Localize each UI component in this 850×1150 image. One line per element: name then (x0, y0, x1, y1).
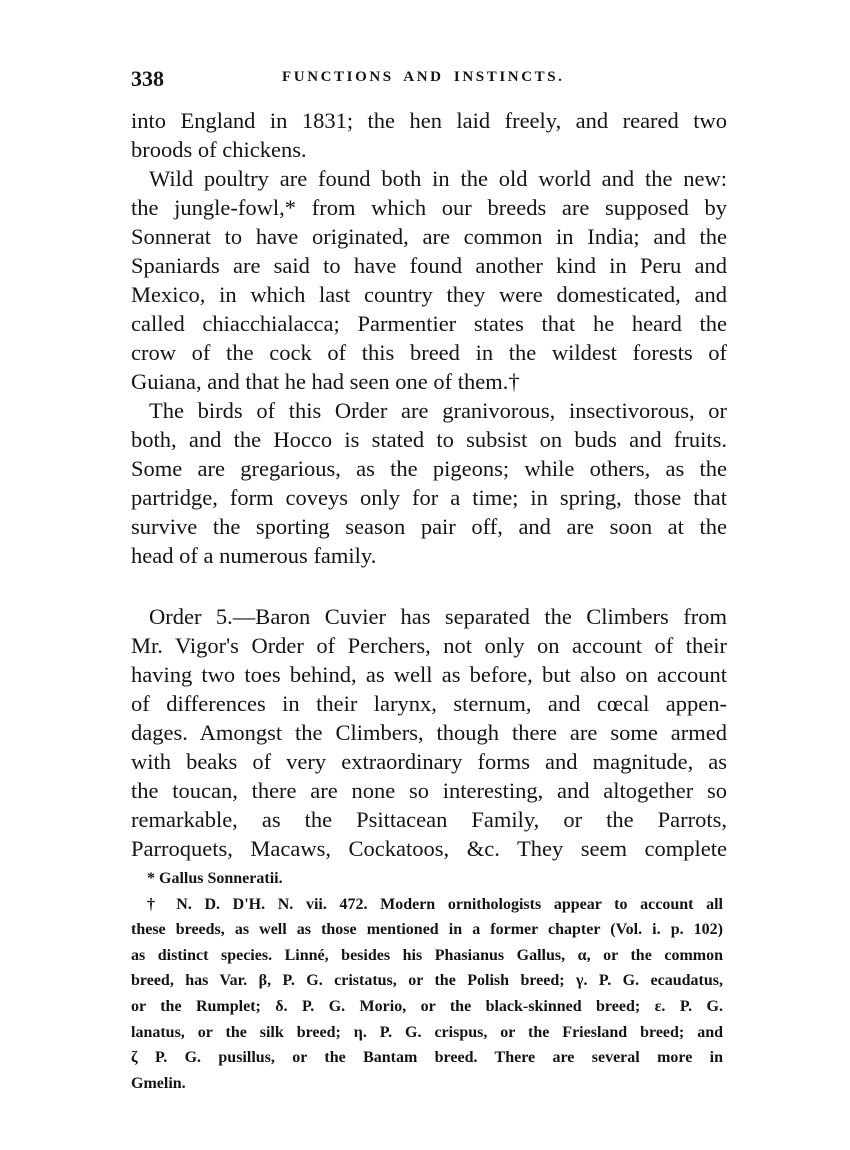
paragraph-gap (131, 570, 727, 602)
body-line: the toucan, there are none so interesting, and altogether so (131, 778, 727, 803)
body-line: partridge, form coveys only for a time; in spring, those that (131, 485, 727, 510)
body-line: Sonnerat to have originated, are common in India; and the (131, 224, 727, 249)
footnote-line: † N. D. D'H. N. vii. 472. Modern ornithologists appear to account all (147, 895, 723, 913)
body-line: Parroquets, Macaws, Cockatoos, &c. They seem complete (131, 836, 727, 861)
footnote-line: these breeds, as well as those mentioned in a former chapter (Vol. i. p. 102) (131, 921, 723, 939)
body-line: Wild poultry are found both in the old world and the new: (149, 166, 727, 191)
body-line: both, and the Hocco is stated to subsist on buds and fruits. (131, 427, 727, 452)
body-line: Order 5.—Baron Cuvier has separated the Climbers from (149, 604, 727, 629)
body-text (131, 106, 727, 863)
body-line: with beaks of very extraordinary forms and magnitude, as (131, 749, 727, 774)
page-number: 338 (131, 66, 164, 91)
body-line: Mr. Vigor's Order of Perchers, not only on account of their (131, 633, 727, 658)
page-header (131, 66, 723, 96)
running-title: FUNCTIONS AND INSTINCTS. (282, 69, 565, 85)
body-line: remarkable, as the Psittacean Family, or the Parrots, (131, 807, 727, 832)
footnote-line: ζ P. G. pusillus, or the Bantam breed. There are several more in (131, 1049, 723, 1067)
body-line: The birds of this Order are granivorous, insectivorous, or (149, 398, 727, 423)
footnote-line: as distinct species. Linné, besides his Phasianus Gallus, α, or the common (131, 946, 723, 964)
body-line: dages. Amongst the Climbers, though there are some armed (131, 720, 727, 745)
footnotes (131, 866, 723, 1096)
body-line: head of a numerous family. (131, 543, 377, 568)
body-line: crow of the cock of this breed in the wildest forests of (131, 340, 727, 365)
body-line: Spaniards are said to have found another kind in Peru and (131, 253, 727, 278)
body-line: called chiacchialacca; Parmentier states that he heard the (131, 311, 727, 336)
body-line: Guiana, and that he had seen one of them.† (131, 369, 520, 394)
body-line: broods of chickens. (131, 137, 307, 162)
body-line: of differences in their larynx, sternum, and cœcal appen- (131, 691, 727, 716)
body-line: Some are gregarious, as the pigeons; while others, as the (131, 456, 727, 481)
body-line: into England in 1831; the hen laid freely, and reared two (131, 108, 727, 133)
body-line: survive the sporting season pair off, and are soon at the (131, 514, 727, 539)
body-line: the jungle-fowl,* from which our breeds are supposed by (131, 195, 727, 220)
footnote-line: lanatus, or the silk breed; η. P. G. crispus, or the Friesland breed; and (131, 1023, 723, 1041)
footnote-line: Gmelin. (131, 1074, 186, 1092)
footnote-line: breed, has Var. β, P. G. cristatus, or the Polish breed; γ. P. G. ecaudatus, (131, 972, 723, 990)
footnote-line: or the Rumplet; δ. P. G. Morio, or the black-skinned breed; ε. P. G. (131, 997, 723, 1015)
body-line: Mexico, in which last country they were domesticated, and (131, 282, 727, 307)
body-line: having two toes behind, as well as before, but also on account (131, 662, 727, 687)
footnote-line: * Gallus Sonneratii. (147, 870, 283, 887)
